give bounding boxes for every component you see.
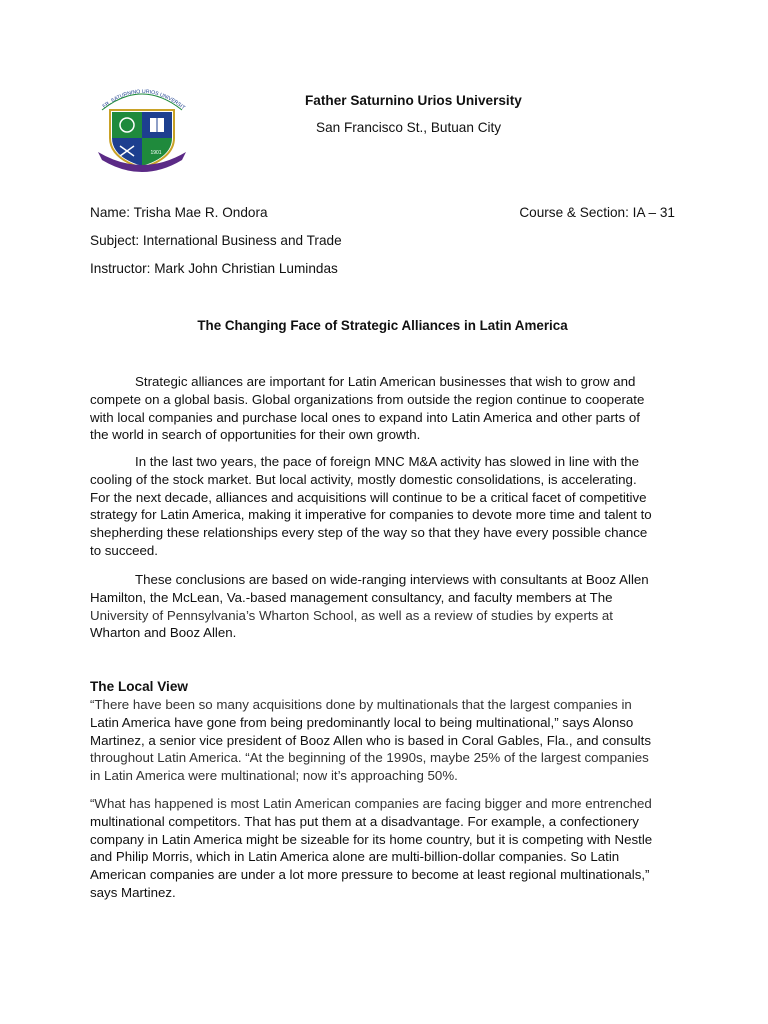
svg-text:FR. SATURNINO URIOS UNIVERSITY: FR. SATURNINO URIOS UNIVERSIT [101, 88, 186, 112]
paragraph-line: to succeed. [90, 542, 159, 558]
paragraph-line: Latin America have gone from being predominantly local to being multinational,” says Alonso [90, 714, 634, 730]
paragraph-line: cooling of the stock market. But local activity, mostly domestic consolidations, is accelerating. [90, 471, 637, 487]
paragraph-line: throughout Latin America. “At the beginning of the 1990s, maybe 25% of the largest companies [90, 750, 649, 766]
paragraph-line: compete on a global basis. Global organizations from outside the region continue to cooperate [90, 391, 645, 407]
svg-text:1901: 1901 [150, 150, 162, 156]
student-name: Name: Trisha Mae R. Ondora [90, 205, 268, 220]
paragraph-line: strategy for Latin America, making it imperative for companies to devote more time and talent to [90, 507, 652, 523]
paragraph-line: the world in search of opportunities for their own growth. [90, 427, 421, 443]
paragraph-line: “There have been so many acquisitions done by multinationals that the largest companies in [90, 697, 632, 712]
paragraph-line: in Latin America were multinational; now it’s approaching 50%. [90, 768, 458, 784]
university-name: Father Saturnino Urios University [305, 93, 522, 108]
paragraph-line: and Philip Morris, which in Latin America alone are multi-billion-dollar companies. So Latin [90, 849, 620, 865]
course-section: Course & Section: IA – 31 [519, 205, 675, 220]
paragraph-line: says Martinez. [90, 884, 176, 900]
section-heading-local-view: The Local View [90, 679, 188, 694]
paragraph-line: Martinez, a senior vice president of Booz Allen who is based in Coral Gables, Fla., and consults [90, 732, 651, 748]
paragraph-4 [90, 696, 680, 785]
paragraph-line: American companies are under a lot more pressure to become at least regional multinationals,” [90, 867, 650, 883]
paragraph-line: multinational competitors. That has put them at a disadvantage. For example, a confectionery [90, 813, 639, 829]
paragraph-line: with local companies and purchase local ones to expand into Latin America and other parts of [90, 409, 640, 425]
paragraph-line: For the next decade, alliances and acquisitions will continue to be a critical facet of competitive [90, 489, 647, 505]
paragraph-line: Wharton and Booz Allen. [90, 625, 237, 641]
paragraph-line: shepherding these relationships every step of the way so that they have every possible chance [90, 525, 648, 541]
paragraph-2 [90, 453, 680, 560]
document-title: The Changing Face of Strategic Alliances in Latin America [197, 318, 568, 333]
paragraph-line: Strategic alliances are important for Latin American businesses that wish to grow and [135, 374, 636, 389]
paragraph-3 [90, 571, 680, 642]
paragraph-line: “What has happened is most Latin American companies are facing bigger and more entrenched [90, 796, 652, 811]
paragraph-line: These conclusions are based on wide-ranging interviews with consultants at Booz Allen [135, 572, 649, 587]
paragraph-line: In the last two years, the pace of foreign MNC M&A activity has slowed in line with the [135, 454, 640, 469]
university-seal-logo [88, 80, 196, 172]
paragraph-line: University of Pennsylvania’s Wharton School, as well as a review of studies by experts at [90, 607, 614, 623]
paragraph-line: Hamilton, the McLean, Va.-based management consultancy, and faculty members at The [90, 589, 613, 605]
university-address: San Francisco St., Butuan City [316, 120, 502, 135]
paragraph-line: company in Latin America might be sizeable for its home country, but it is competing with Nestle [90, 831, 653, 847]
paragraph-5 [90, 795, 680, 902]
paragraph-1 [90, 373, 680, 444]
subject: Subject: International Business and Trade [90, 233, 342, 248]
instructor: Instructor: Mark John Christian Lumindas [90, 261, 338, 276]
